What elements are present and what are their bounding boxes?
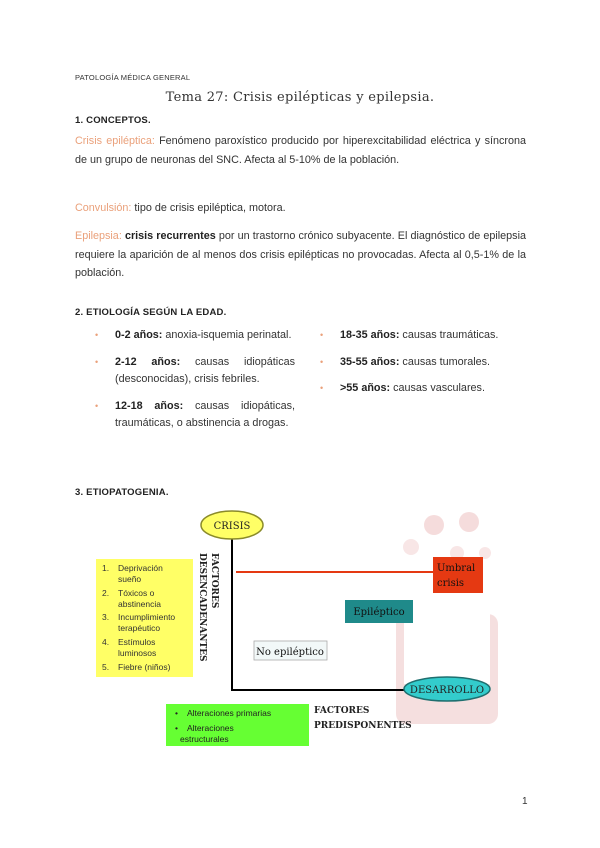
- term-crisis: Crisis epiléptica:: [75, 135, 155, 147]
- svg-text:2.: 2.: [102, 588, 110, 598]
- svg-text:luminosos: luminosos: [118, 648, 157, 658]
- svg-text:Deprivación: Deprivación: [118, 563, 163, 573]
- list-item: • 12-18 años: causas idiopáticas, traumáticas, o abstinencia a drogas.: [95, 398, 295, 433]
- umbral-label-2: crisis: [437, 578, 465, 589]
- epilepsia-definition: por un trastorno crónico subyacente. El diagnóstico de epilepsia requiere la aparición de al menos dos crisis epilépticas no provocadas. Afecta al 0,5-1% de la población.: [75, 230, 526, 279]
- svg-text:5.: 5.: [102, 662, 110, 672]
- svg-text:Fiebre (niños): Fiebre (niños): [118, 662, 171, 672]
- svg-text:4.: 4.: [102, 637, 110, 647]
- page-title: Tema 27: Crisis epilépticas y epilepsia.: [165, 90, 435, 105]
- list-item: • 18-35 años: causas traumáticas.: [320, 327, 521, 345]
- svg-text:Estímulos: Estímulos: [118, 637, 156, 647]
- section-heading-etiologia: 2. ETIOLOGÍA SEGÚN LA EDAD.: [75, 307, 227, 318]
- svg-text:Alteraciones primarias: Alteraciones primarias: [187, 708, 272, 718]
- svg-text:Alteraciones: Alteraciones: [187, 723, 234, 733]
- crisis-definition: Fenómeno paroxístico producido por hiperexcitabilidad eléctrica y síncrona de un grupo de neuronas del SNC. Afecta al 5-10% de la población.: [75, 135, 526, 166]
- document-header: PATOLOGÍA MÉDICA GENERAL: [75, 73, 191, 82]
- svg-text:•: •: [175, 708, 178, 718]
- section-heading-etiopatogenia: 3. ETIOPATOGENIA.: [75, 487, 169, 498]
- svg-text:1.: 1.: [102, 563, 110, 573]
- list-item: • 0-2 años: anoxia-isquemia perinatal.: [95, 327, 295, 345]
- crisis-label: CRISIS: [213, 521, 251, 532]
- svg-text:sueño: sueño: [118, 574, 142, 584]
- factores-predisponentes-1: FACTORES: [314, 706, 370, 716]
- factores-desencadenantes-1: FACTORES: [209, 553, 219, 609]
- svg-text:3.: 3.: [102, 612, 110, 622]
- desarrollo-label: DESARROLLO: [409, 685, 485, 696]
- section-heading-conceptos: 1. CONCEPTOS.: [75, 115, 151, 126]
- svg-text:•: •: [175, 723, 178, 733]
- list-item: • 35-55 años: causas tumorales.: [320, 354, 521, 372]
- convulsion-definition: tipo de crisis epiléptica, motora.: [131, 202, 286, 214]
- term-epilepsia: Epilepsia:: [75, 230, 122, 242]
- epileptico-label: Epiléptico: [353, 607, 405, 618]
- factores-predisponentes-2: PREDISPONENTES: [314, 721, 412, 731]
- no-epileptico-label: No epiléptico: [256, 647, 324, 658]
- factores-desencadenantes-2: DESENCADENANTES: [197, 553, 207, 662]
- svg-text:estructurales: estructurales: [180, 734, 229, 744]
- svg-text:terapéutico: terapéutico: [118, 623, 161, 633]
- list-item: • 2-12 años: causas idiopáticas (desconocidas), crisis febriles.: [95, 354, 295, 389]
- page-number: 1: [522, 796, 528, 807]
- list-item: • >55 años: causas vasculares.: [320, 380, 521, 398]
- term-convulsion: Convulsión:: [75, 202, 132, 214]
- svg-text:Tóxicos o: Tóxicos o: [118, 588, 155, 598]
- svg-text:Incumplimiento: Incumplimiento: [118, 612, 176, 622]
- svg-text:abstinencia: abstinencia: [118, 599, 162, 609]
- umbral-label-1: Umbral: [437, 563, 476, 574]
- epilepsia-bold: crisis recurrentes: [121, 230, 216, 242]
